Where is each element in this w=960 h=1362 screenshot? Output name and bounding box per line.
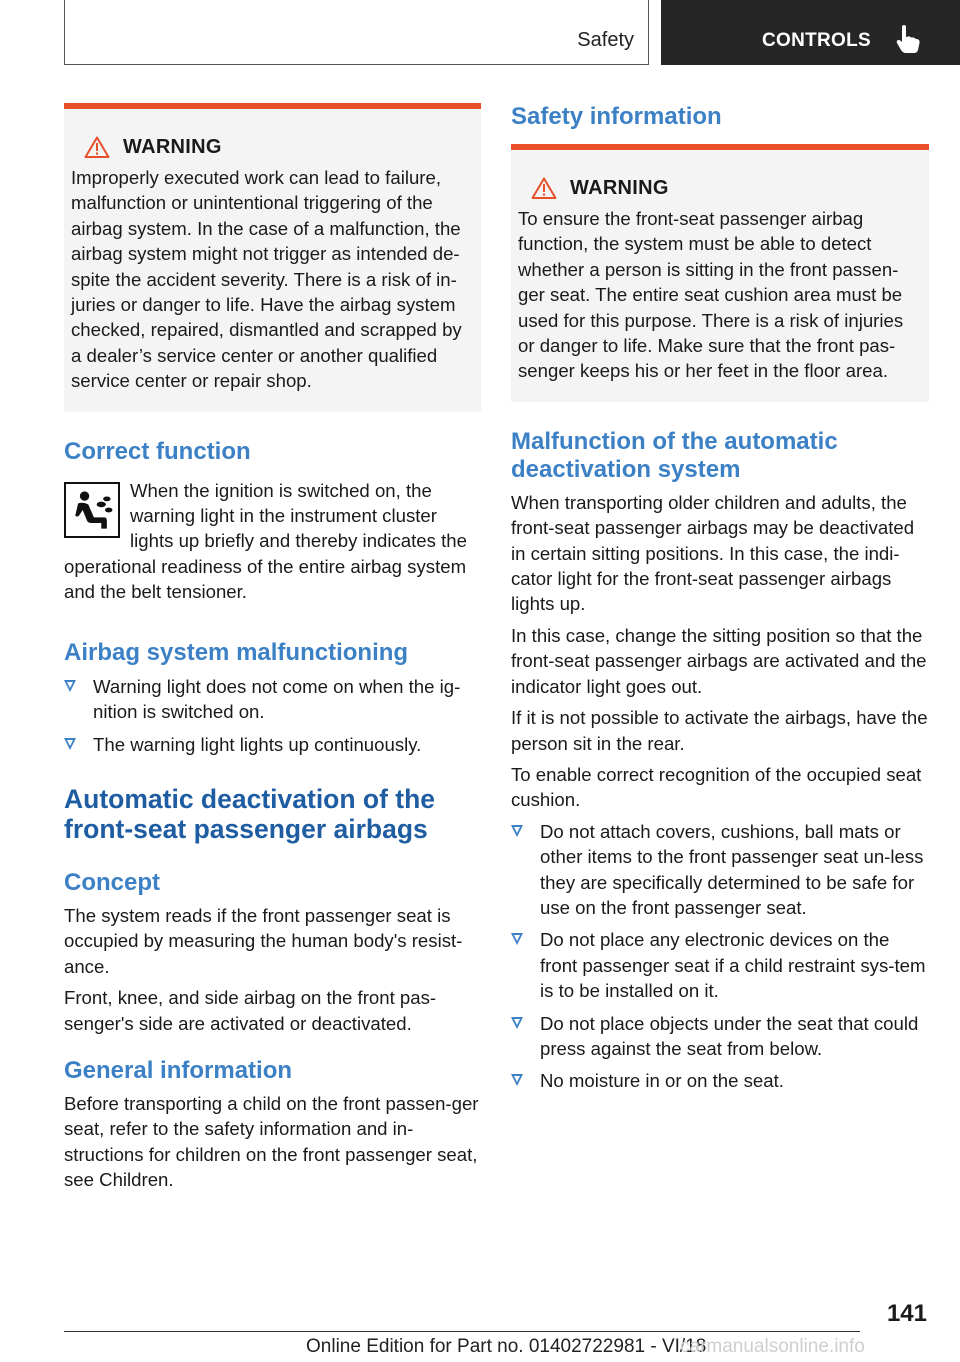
warning-text: Improperly executed work can lead to failure, malfunction or unintentional triggering of the airbag system. In the case of a malfunction, the airbag system might not trigger as intended de-spite the accident severity. There is a risk of in-juries or danger to life. Have the airbag system checked, repaired, dismantled and scrapped by a dealer’s service center or another qualified service center or repair shop.: [71, 167, 462, 392]
triangle-bullet-icon: [511, 825, 523, 837]
warning-text: To ensure the front-seat passenger airbag function, the system must be able to detect whether a person is sitting in the front passen-ger seat. The entire seat cushion area must be used for this purpose. There is a risk of injuries or danger to life. Make sure that the front pas-senger keeps his or her feet in the floor area.: [518, 208, 904, 382]
list-item: Do not place any electronic devices on the front passenger seat if a child restraint sys-tem is to be installed on it.: [511, 927, 929, 1003]
malfunction-auto-text-2: In this case, change the sitting position so that the front-seat passenger airbags are activated and the indicator light goes out.: [511, 624, 927, 697]
list-item: Do not attach covers, cushions, ball mats or other items to the front passenger seat un-less they are specifically determined to be safe for use on the front passenger seat.: [511, 819, 929, 921]
concept-text-2: Front, knee, and side airbag on the front pas-senger's side are activated or deactivated.: [64, 987, 437, 1034]
correct-function-section: [64, 478, 481, 605]
correct-function-text: When the ignition is switched on, the warning light in the instrument cluster lights up briefly and thereby indicates the operational readiness of the entire airbag system and the belt tensioner.: [64, 479, 467, 603]
edition-text: Online Edition for Part no. 01402722981 - VI/18: [306, 1336, 707, 1357]
list-item: No moisture in or on the seat.: [511, 1068, 929, 1093]
triangle-bullet-icon: [64, 680, 76, 692]
right-column: [511, 103, 929, 1094]
airbag-malfunction-list: [64, 674, 481, 757]
warning-triangle-icon: [531, 177, 557, 199]
safety-warning-box: [511, 144, 929, 402]
correct-function-heading: Correct function: [64, 437, 251, 465]
seat-cushion-list: [511, 819, 929, 1094]
malfunction-auto-text-4: To enable correct recognition of the occupied seat cushion.: [511, 763, 922, 811]
malfunction-auto-heading: Malfunction of the automatic deactivation system: [511, 427, 838, 483]
concept-heading: Concept: [64, 868, 160, 896]
pointing-hand-icon: [895, 24, 921, 54]
footer-divider: [64, 1331, 860, 1332]
triangle-bullet-icon: [511, 1074, 523, 1086]
warning-triangle-icon: [84, 136, 110, 158]
auto-deactivation-heading: Automatic deactivation of the front-seat passenger airbags: [64, 783, 436, 844]
safety-info-heading: Safety information: [511, 103, 722, 130]
left-column: [64, 103, 481, 1193]
airbag-warning-box: [64, 103, 481, 412]
header-chapter-tab: [661, 0, 960, 65]
header-section-title: Safety: [577, 29, 634, 51]
concept-text: The system reads if the front passenger seat is occupied by measuring the human body's resist-ance.: [64, 904, 463, 977]
list-item: Warning light does not come on when the ig-nition is switched on.: [64, 674, 481, 725]
general-info-text: Before transporting a child on the front passen-ger seat, refer to the safety information and in-structions for children on the front passenger seat, see Children.: [64, 1092, 479, 1191]
airbag-malfunction-heading: Airbag system malfunctioning: [64, 638, 409, 666]
watermark-text: carmanualsonline.info: [680, 1336, 865, 1357]
header-chapter-title: CONTROLS: [762, 30, 872, 51]
list-item: The warning light lights up continuously.: [64, 732, 481, 757]
warning-title: WARNING: [123, 135, 222, 158]
header-section-tab: [64, 0, 649, 65]
malfunction-auto-text-3: If it is not possible to activate the airbags, have the person sit in the rear.: [511, 707, 928, 754]
malfunction-auto-text-1: When transporting older children and adults, the front-seat passenger airbags may be deactivated in certain sitting positions. In this case, the indi-cator light for the front-seat passenger airbags lights up.: [511, 491, 915, 615]
general-info-heading: General information: [64, 1056, 293, 1084]
airbag-warning-light-icon: [64, 482, 120, 538]
warning-title: WARNING: [570, 176, 669, 199]
triangle-bullet-icon: [511, 933, 523, 945]
page-number: 141: [886, 1300, 927, 1327]
triangle-bullet-icon: [511, 1017, 523, 1029]
list-item: Do not place objects under the seat that could press against the seat from below.: [511, 1011, 929, 1062]
triangle-bullet-icon: [64, 738, 76, 750]
